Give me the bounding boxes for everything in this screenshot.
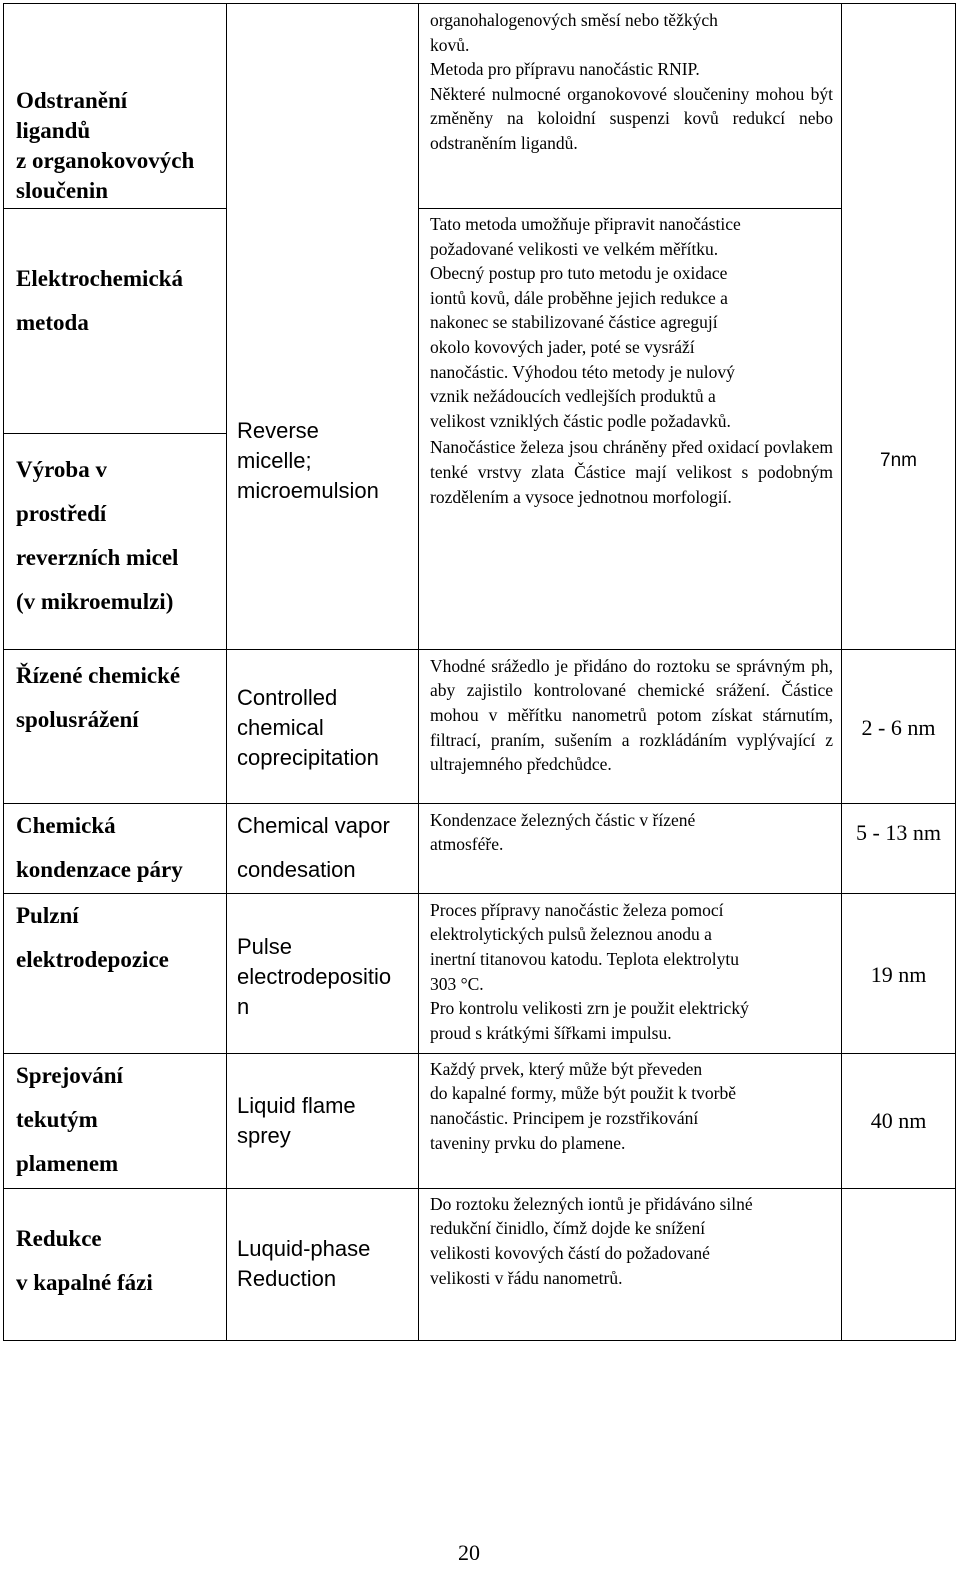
method-name-cz: Pulzní elektrodepozice <box>16 902 169 972</box>
method-name-cz: Redukce v kapalné fázi <box>16 1225 153 1295</box>
method-description: organohalogenových směsí nebo těžkých kovů. Metoda pro přípravu nanočástic RNIP. Některé nulmocné organokovové sloučeniny mohou být změněny na koloidní suspenzi kovů redukcí nebo odstraněním ligandů. <box>419 4 842 209</box>
table-row <box>4 893 956 1053</box>
table-row <box>4 209 956 434</box>
table-row <box>4 433 956 649</box>
particle-size: 2 - 6 nm <box>861 714 936 740</box>
method-name-en: Reverse micelle; microemulsion <box>237 418 379 504</box>
table-row <box>4 803 956 893</box>
method-name-en: Pulse electrodepositio n <box>237 933 392 1019</box>
table-row <box>4 1053 956 1188</box>
method-name-en: Luquid-phase Reduction <box>237 1235 371 1291</box>
table-row <box>4 1188 956 1340</box>
method-name-en: Controlled chemical coprecipitation <box>237 684 379 770</box>
table-row <box>4 649 956 803</box>
method-name-cz: Odstranění ligandů z organokovových sloučenin <box>16 88 195 203</box>
method-name-en: Chemical vapor condesation <box>237 812 390 882</box>
method-description: Tato metoda umožňuje připravit nanočástice požadované velikosti ve velkém měřítku. Obecný postup pro tuto metodu je oxidace iontů kovů, dále proběhne jejich redukce a nakonec se stabilizované částice agregují okolo kovových jader, poté se vysráží nanočástic. Výhodou této metody je nulový vznik nežádoucích vedlejších produktů a velikost vzniklých částic podle požadavků. <box>419 209 842 434</box>
particle-size: 40 nm <box>870 1107 927 1133</box>
method-description: Kondenzace železných částic v řízené atmosféře. <box>419 803 842 893</box>
methods-table <box>3 3 956 1341</box>
particle-size: 7nm <box>880 450 917 472</box>
method-description: Každý prvek, který může být převeden do kapalné formy, může být použit k tvorbě nanočástic. Principem je rozstřikování taveniny prvku do plamene. <box>419 1053 842 1188</box>
method-name-cz: Elektrochemická metoda <box>16 266 183 335</box>
method-name-cz: Sprejování tekutým plamenem <box>16 1062 123 1176</box>
method-name-cz: Výroba v prostředí reverzních micel (v mikroemulzi) <box>16 456 179 614</box>
method-description: Nanočástice železa jsou chráněny před oxidací povlakem tenké vrstvy zlata Částice mají velikost s podobným rozdělením a vysoce jednotnou morfologií. <box>419 433 842 649</box>
method-description: Vhodné srážedlo je přidáno do roztoku se správným ph, aby zajistilo kontrolované chemické srážení. Částice mohou v měřítku nanometrů potom získat stárnutím, filtrací, praním, sušením a rozkládáním vyplývající z ultrajemného předchůdce. <box>419 649 842 803</box>
method-name-cz: Řízené chemické spolusrážení <box>16 662 181 732</box>
particle-size: 5 - 13 nm <box>856 819 941 845</box>
page-number: 20 <box>458 1540 480 1565</box>
method-description: Proces přípravy nanočástic železa pomocí elektrolytických pulsů železnou anodu a inertní titanovou katodu. Teplota elektrolytu 303 °C. Pro kontrolu velikosti zrn je použit elektrický proud s krátkými šířkami impulsu. <box>419 893 842 1053</box>
method-description: Do roztoku železných iontů je přidáváno silné redukční činidlo, čímž dojde ke snížení velikosti kovových částí do požadované velikosti v řádu nanometrů. <box>419 1188 842 1340</box>
method-name-en: Liquid flame sprey <box>237 1092 356 1148</box>
method-name-cz: Chemická kondenzace páry <box>16 812 183 882</box>
particle-size: 19 nm <box>870 961 927 987</box>
table-row <box>4 4 956 209</box>
